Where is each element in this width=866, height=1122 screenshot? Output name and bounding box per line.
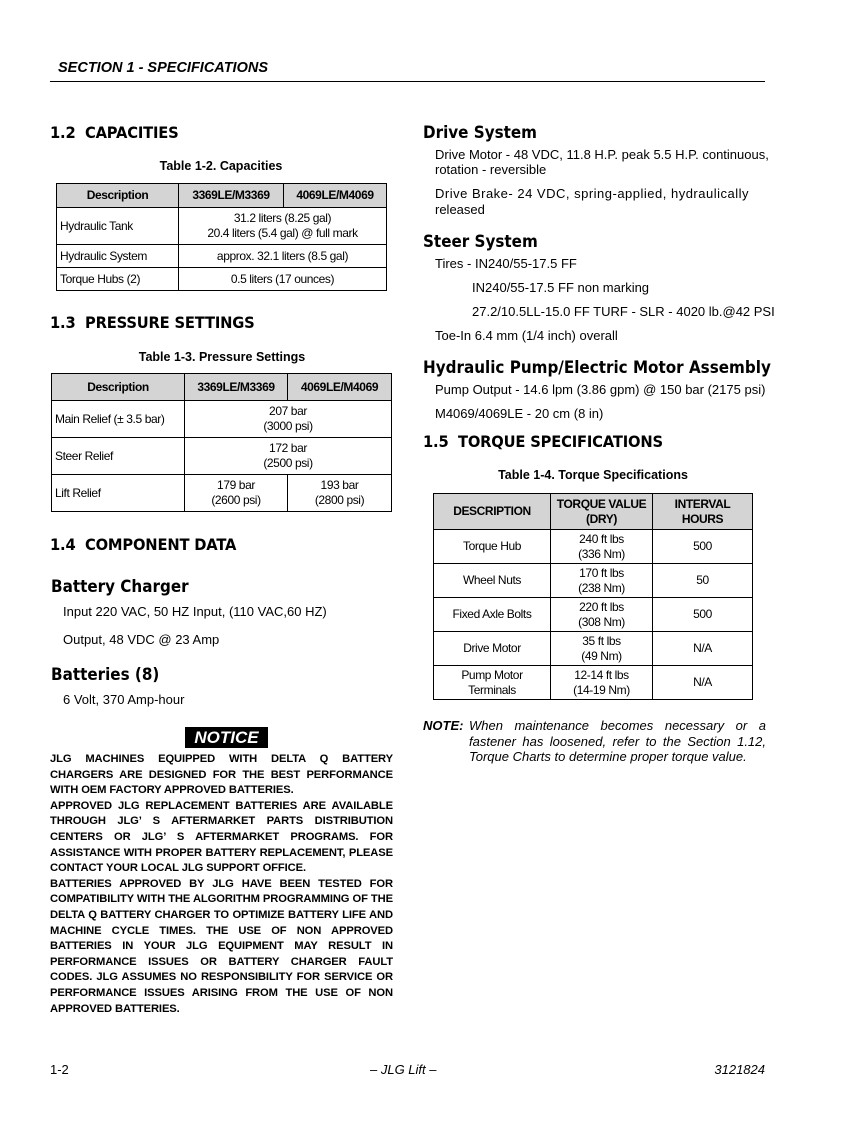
- table-caption-torque: Table 1-4. Torque Specifications: [498, 468, 688, 482]
- table-row: Drive Motor 35 ft lbs (49 Nm) N/A: [434, 632, 753, 666]
- table-header: INTERVAL HOURS: [653, 494, 753, 530]
- table-header: 3369LE/M3369: [179, 184, 284, 208]
- steer-toe-in: Toe-In 6.4 mm (1/4 inch) overall: [435, 328, 618, 343]
- steer-tires-2: IN240/55-17.5 FF non marking: [472, 280, 650, 295]
- notice-label: NOTICE: [185, 727, 268, 748]
- table-header: DESCRIPTION: [434, 494, 551, 530]
- subheading-batteries: Batteries (8): [51, 665, 160, 684]
- drive-brake-line1: Drive Brake- 24 VDC, spring-applied, hydraulically: [435, 186, 750, 201]
- capacities-table: [56, 183, 387, 291]
- table-header: 4069LE/M4069: [284, 184, 387, 208]
- table-row: Torque Hubs (2) 0.5 liters (17 ounces): [57, 268, 387, 291]
- table-header: 4069LE/M4069: [288, 374, 392, 401]
- pressure-table: [51, 373, 392, 512]
- header-rule: [50, 81, 765, 82]
- footer-center: – JLG Lift –: [370, 1062, 437, 1077]
- table-row: Hydraulic Tank 31.2 liters (8.25 gal) 20.4 liters (5.4 gal) @ full mark: [57, 208, 387, 245]
- torque-table: [433, 493, 753, 700]
- table-header: Description: [57, 184, 179, 208]
- subheading-battery-charger: Battery Charger: [51, 577, 189, 596]
- drive-brake-line2: released: [435, 202, 485, 217]
- table-row: Torque Hub 240 ft lbs (336 Nm) 500: [434, 530, 753, 564]
- subheading-steer-system: Steer System: [423, 232, 538, 251]
- note-label: NOTE:: [423, 718, 464, 733]
- table-row: Wheel Nuts 170 ft lbs (238 Nm) 50: [434, 564, 753, 598]
- table-row: Steer Relief 172 bar (2500 psi): [52, 438, 392, 475]
- note-text: When maintenance becomes necessary or a fastener has loosened, refer to the Section 1.12, Torque Charts to determine proper torque value.: [469, 718, 766, 764]
- subheading-drive-system: Drive System: [423, 123, 538, 142]
- pump-model: M4069/4069LE - 20 cm (8 in): [435, 406, 604, 421]
- drive-motor-line1: Drive Motor - 48 VDC, 11.8 H.P. peak 5.5 H.P. continuous,: [435, 147, 769, 162]
- table-row: Main Relief (± 3.5 bar) 207 bar (3000 psi): [52, 401, 392, 438]
- batteries-spec: 6 Volt, 370 Amp-hour: [63, 692, 185, 707]
- steer-tires-3: 27.2/10.5LL-15.0 FF TURF - SLR - 4020 lb.@42 PSI: [472, 304, 775, 319]
- table-caption-capacities: Table 1-2. Capacities: [159, 159, 283, 173]
- charger-input: Input 220 VAC, 50 HZ Input, (110 VAC,60 HZ): [63, 604, 327, 619]
- notice-text: JLG MACHINES EQUIPPED WITH DELTA Q BATTERY CHARGERS ARE DESIGNED FOR THE BEST PERFORMANCE WITH OEM FACTORY APPROVED BATTERIES. APPROVED JLG REPLACEMENT BATTERIES ARE AVAILABLE THROUGH JLG’ S AFTERMARKET PARTS DISTRIBUTION CENTERS OR JLG’ S AFTERMARKET PROGRAMS. FOR ASSISTANCE WITH PROPER BATTERY REPLACEMENT, PLEASE CONTACT YOUR LOCAL JLG SUPPORT OFFICE. BATTERIES APPROVED BY JLG HAVE BEEN TESTED FOR COMPATIBILITY WITH THE ALGORITHM PROGRAMMING OF THE DELTA Q BATTERY CHARGER TO OPTIMIZE BATTERY LIFE AND MACHINE CYCLE TIMES. THE USE OF NON APPROVED BATTERIES IN YOUR JLG EQUIPMENT MAY RESULT IN PERFORMANCE ISSUES OR BATTERY CHARGER FAULT CODES. JLG ASSUMES NO RESPONSIBILITY FOR SERVICE OR PERFORMANCE ISSUES ARISING FROM THE USE OF NON APPROVED BATTERIES.: [50, 753, 393, 1015]
- subheading-hydraulic-pump: Hydraulic Pump/Electric Motor Assembly: [423, 358, 771, 377]
- table-header: TORQUE VALUE (DRY): [551, 494, 653, 530]
- section-heading-capacities: 1.2 CAPACITIES: [50, 123, 179, 142]
- section-heading-pressure: 1.3 PRESSURE SETTINGS: [50, 313, 255, 332]
- pump-output: Pump Output - 14.6 lpm (3.86 gpm) @ 150 bar (2175 psi): [435, 382, 766, 397]
- steer-tires-1: Tires - IN240/55-17.5 FF: [435, 256, 577, 271]
- table-row: Hydraulic System approx. 32.1 liters (8.5 gal): [57, 245, 387, 268]
- table-header: 3369LE/M3369: [185, 374, 288, 401]
- table-row: Pump Motor Terminals 12-14 ft lbs (14-19 Nm) N/A: [434, 666, 753, 700]
- section-heading-component: 1.4 COMPONENT DATA: [50, 535, 237, 554]
- footer-page-number: 1-2: [50, 1062, 69, 1077]
- drive-motor-line2: rotation - reversible: [435, 162, 547, 177]
- table-caption-pressure: Table 1-3. Pressure Settings: [138, 350, 306, 364]
- table-row: Fixed Axle Bolts 220 ft lbs (308 Nm) 500: [434, 598, 753, 632]
- table-row: Lift Relief 179 bar (2600 psi) 193 bar (2800 psi): [52, 475, 392, 512]
- section-heading-torque: 1.5 TORQUE SPECIFICATIONS: [423, 432, 663, 451]
- charger-output: Output, 48 VDC @ 23 Amp: [63, 632, 220, 647]
- table-header: Description: [52, 374, 185, 401]
- footer-doc-number: 3121824: [714, 1062, 765, 1077]
- page-header: SECTION 1 - SPECIFICATIONS: [58, 60, 269, 76]
